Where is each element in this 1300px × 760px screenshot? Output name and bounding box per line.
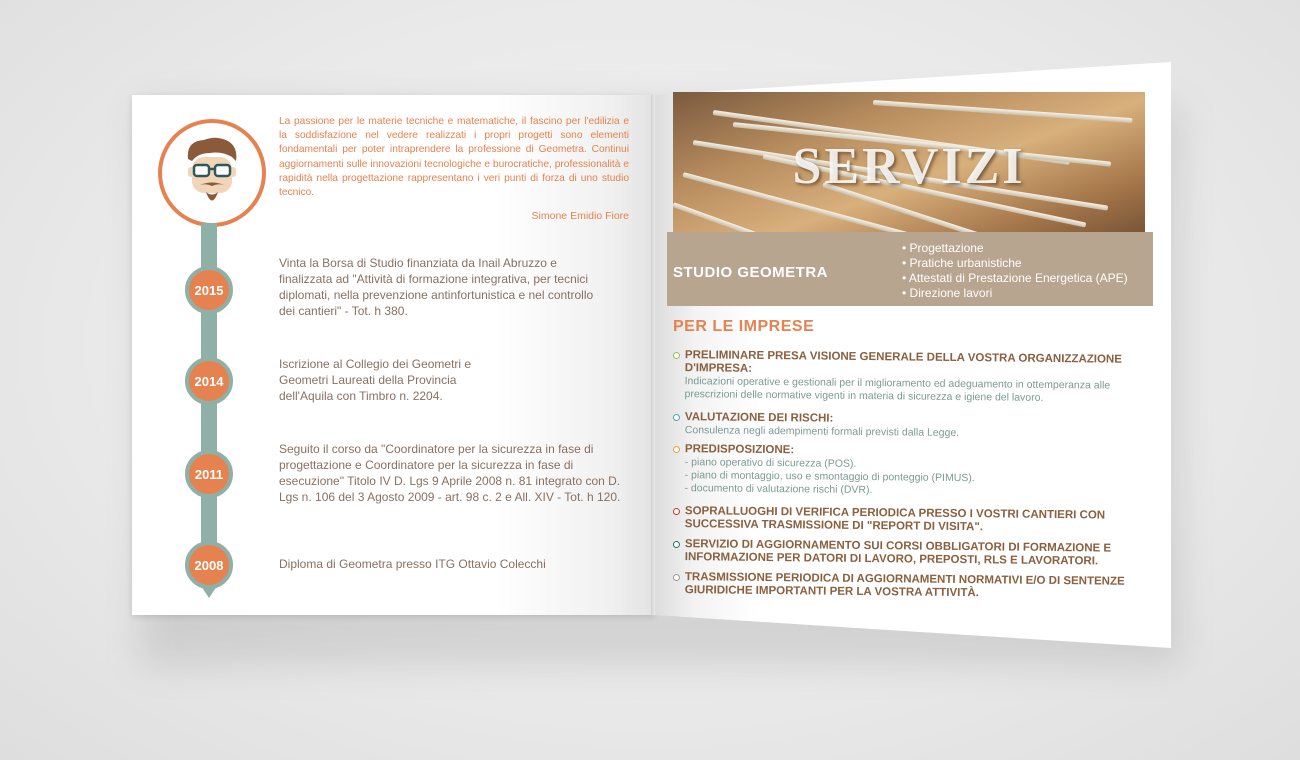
service-item: [673, 538, 1153, 569]
service-desc: Indicazioni operative e gestionali per il miglioramento ed adeguamento in ottemperanza alle prescrizioni delle normative vigenti in materia di sicurezza e igiene del lavoro.: [684, 375, 1111, 404]
band-services-list: [902, 241, 1128, 301]
service-heading: SOPRALLUOGHI DI VERIFICA PERIODICA PRESSO I VOSTRI CANTIERI CON SUCCESSIVA TRASMISSIONE DI "REPORT DI VISITA".: [684, 505, 1106, 534]
band-title: STUDIO GEOMETRA: [673, 264, 829, 281]
bullet-dot-icon: [673, 574, 680, 581]
hipster-avatar-icon: [182, 137, 242, 209]
bullet-dot-icon: [673, 508, 680, 515]
bullet-dot-icon: [673, 446, 680, 453]
service-heading: TRASMISSIONE PERIODICA DI AGGIORNAMENTI NORMATIVI E/O DI SENTENZE GIURIDICHE IMPORTANTI PER LA VOSTRA ATTIVITÀ.: [684, 571, 1125, 600]
band-item: • Direzione lavori: [902, 286, 993, 300]
timeline-year-2011: 2011: [185, 450, 233, 498]
tools-photo: [673, 92, 1145, 246]
service-desc: Consulenza negli adempimenti formali previsti dalla Legge.: [684, 424, 960, 439]
timeline-entry-2008: Diploma di Geometra presso ITG Ottavio Colecchi: [279, 557, 546, 571]
service-item: [672, 349, 1153, 406]
photo-title: SERVIZI: [792, 138, 1026, 195]
timeline-year-2008: 2008: [185, 541, 233, 589]
service-item: [673, 571, 1153, 602]
bullet-dot-icon: [673, 352, 680, 359]
timeline-year-2015: 2015: [185, 266, 233, 314]
photo-stick: [873, 100, 1133, 123]
bullet-dot-icon: [673, 541, 680, 548]
service-desc: - piano operativo di sicurezza (POS). - piano di montaggio, uso e smontaggio di ponteggio (PIMUS). - documento di valutazione rischi (DVR).: [684, 456, 975, 497]
timeline-entry-2011: Seguito il corso da "Coordinatore per la sicurezza in fase di progettazione e Coordinatore per la sicurezza in fase di esecuzione" Titolo IV D. Lgs 9 Aprile 2008 n. 81 integrato con D. Lgs n. 106 del 3 Agosto 2009 - art. 98 c. 2 e All. XIV - Tot. h 120.: [279, 442, 621, 504]
timeline-year-2014: 2014: [185, 357, 233, 405]
band-item: • Pratiche urbanistiche: [902, 256, 1022, 270]
band-item: • Progettazione: [902, 241, 984, 255]
service-heading: PRELIMINARE PRESA VISIONE GENERALE DELLA VOSTRA ORGANIZZAZIONE D'IMPRESA:: [684, 349, 1123, 375]
timeline-entry-2014: Iscrizione al Collegio dei Geometri e Geometri Laureati della Provincia dell'Aquila con Timbro n. 2204.: [279, 357, 472, 403]
section-title: PER LE IMPRESE: [673, 318, 815, 335]
bullet-dot-icon: [673, 414, 680, 421]
service-item: [673, 505, 1153, 536]
service-heading: PREDISPOSIZIONE:: [684, 443, 795, 457]
quote-author: Simone Emidio Fiore: [531, 210, 629, 222]
avatar: [158, 119, 266, 227]
intro-quote: La passione per le materie tecniche e matematiche, il fascino per l'edilizia e la soddisfazione nel vedere realizzati i propri progetti sono elementi fondamentali per poter intraprendere la professione di Geometra. Continui aggiornamenti sulle innovazioni tecnologiche e burocratiche, professionalità e rapidità nella progettazione rappresentano i veri punti di forza di uno studio tecnico.: [279, 116, 629, 199]
band-item: • Attestati di Prestazione Energetica (APE): [902, 271, 1128, 285]
service-heading: SERVIZIO DI AGGIORNAMENTO SUI CORSI OBBLIGATORI DI FORMAZIONE E INFORMAZIONE PER DATORI DI LAVORO, PREPOSTI, RLS E LAVORATORI.: [684, 538, 1112, 568]
service-heading: VALUTAZIONE DEI RISCHI:: [684, 411, 834, 425]
timeline-entry-2015: Vinta la Borsa di Studio finanziata da Inail Abruzzo e finalizzata ad "Attività di formazione integrativa, per tecnici diplomati, nella prevenzione antinfortunistica e nel controllo dei cantieri" - Tot. h 380.: [279, 256, 594, 318]
brochure-spine: [651, 95, 655, 615]
service-item: [672, 443, 1153, 500]
service-item: [673, 411, 1153, 442]
